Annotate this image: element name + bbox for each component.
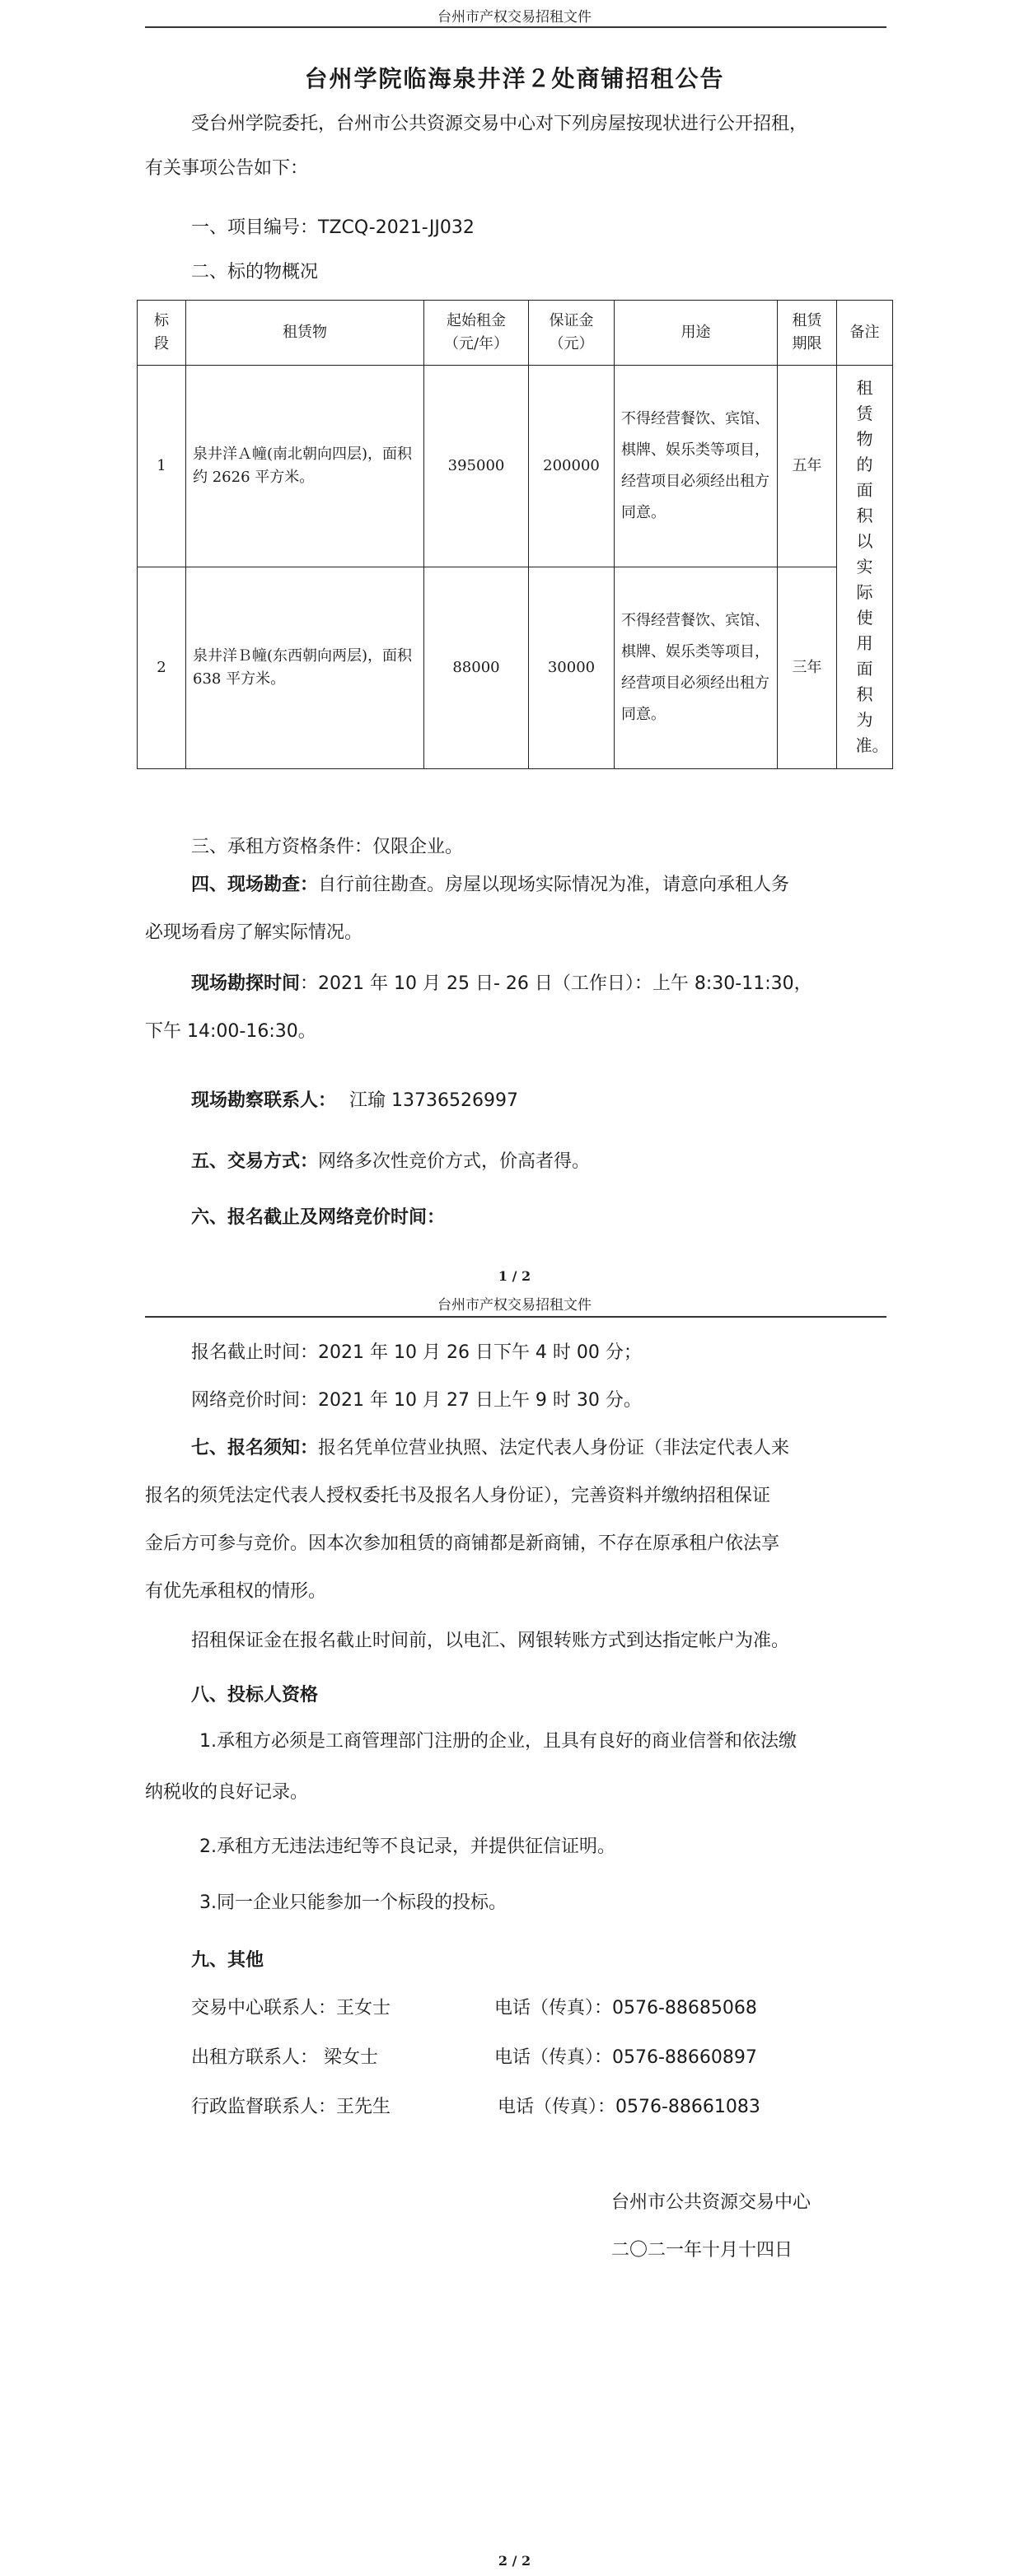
site-inspection-text: 自行前往勘查。房屋以现场实际情况为准，请意向承租人务: [318, 875, 790, 895]
cell-use: 不得经营餐饮、宾馆、棋牌、娱乐类等项目，经营项目必须经出租方同意。: [615, 366, 778, 567]
intro-line-2: 有关事项公告如下：: [145, 158, 309, 179]
contact-tel: 电话（传真）：0576-88661083: [498, 2097, 760, 2117]
cell-rent: 395000: [424, 366, 529, 567]
inspection-time-label: 现场勘探时间: [191, 973, 301, 994]
cell-use: 不得经营餐饮、宾馆、棋牌、娱乐类等项目，经营项目必须经出租方同意。: [615, 567, 778, 769]
inspection-contact-label: 现场勘察联系人：: [191, 1090, 337, 1111]
inspection-time: [191, 972, 812, 996]
section-other: 九、其他: [191, 1950, 264, 1971]
section-project-number: 一、项目编号：TZCQ-2021-JJ032: [191, 217, 475, 238]
cell-remark: 租赁物的面积以实际使用面积为准。: [837, 366, 893, 769]
col-header-item: 租赁物: [186, 301, 424, 366]
contact-who: 出租方联系人： 梁女士: [191, 2047, 378, 2068]
contact-who: 行政监督联系人：王先生: [191, 2097, 391, 2117]
col-header-rent: 起始租金（元/年）: [424, 301, 529, 366]
cell-item: 泉井洋Ｂ幢(东西朝向两层)，面积 638 平方米。: [186, 567, 424, 769]
registration-notes-3: 金后方可参与竞价。因本次参加租赁的商铺都是新商铺，不存在原承租户依法享: [145, 1533, 780, 1554]
signing-date: 二〇二一年十月十四日: [611, 2240, 793, 2261]
qualification-2: 2.承租方无违法违纪等不良记录，并提供征信证明。: [199, 1836, 615, 1857]
registration-notes-4: 有优先承租权的情形。: [145, 1581, 327, 1602]
trade-method-label: 五、交易方式：: [191, 1151, 319, 1172]
page-header: 台州市产权交易招租文件: [437, 1297, 592, 1314]
cell-term: 五年: [778, 366, 837, 567]
registration-deadline: 报名截止时间：2021 年 10 月 26 日下午 4 时 00 分；: [191, 1342, 642, 1363]
trade-method-text: 网络多次性竞价方式，价高者得。: [318, 1151, 591, 1172]
document-title: 台州学院临海泉井洋２处商铺招租公告: [304, 65, 725, 92]
intro-line-1: 受台州学院委托，台州市公共资源交易中心对下列房屋按现状进行公开招租，: [191, 114, 808, 134]
cell-item: 泉井洋Ａ幢(南北朝向四层)，面积约 2626 平方米。: [186, 366, 424, 567]
section-tenant-qualification: 三、承租方资格条件：仅限企业。: [191, 837, 464, 857]
col-header-lot: 标段: [138, 301, 186, 366]
inspection-contact: [191, 1089, 518, 1113]
header-rule: [145, 26, 886, 28]
registration-notes-label: 七、报名须知：: [191, 1438, 319, 1458]
col-header-remark: 备注: [837, 301, 893, 366]
qualification-1-cont: 纳税收的良好记录。: [145, 1782, 309, 1803]
cell-deposit: 200000: [529, 366, 615, 567]
signer: 台州市公共资源交易中心: [611, 2192, 812, 2213]
table-row: [138, 366, 893, 567]
section-subject-overview: 二、标的物概况: [191, 262, 319, 282]
table-row: [138, 567, 893, 769]
page-number: 1 / 2: [498, 1268, 531, 1284]
registration-notes-text: 报名凭单位营业执照、法定代表人身份证（非法定代表人来: [318, 1438, 790, 1458]
cell-term: 三年: [778, 567, 837, 769]
cell-lot: 1: [138, 366, 186, 567]
deposit-note: 招租保证金在报名截止时间前，以电汇、网银转账方式到达指定帐户为准。: [191, 1631, 790, 1651]
cell-rent: 88000: [424, 567, 529, 769]
section-deadline-heading: 六、报名截止及网络竞价时间：: [191, 1207, 446, 1228]
section-site-inspection: [191, 873, 789, 898]
contact-who: 交易中心联系人：王女士: [191, 1998, 391, 2018]
registration-notes-2: 报名的须凭法定代表人授权委托书及报名人身份证），完善资料并缴纳招租保证: [145, 1486, 771, 1506]
site-inspection-text-2: 必现场看房了解实际情况。: [145, 922, 363, 943]
col-header-use: 用途: [615, 301, 778, 366]
cell-lot: 2: [138, 567, 186, 769]
contact-tel: 电话（传真）：0576-88660897: [494, 2047, 757, 2068]
page-header: 台州市产权交易招租文件: [437, 9, 592, 26]
cell-deposit: 30000: [529, 567, 615, 769]
contact-tel: 电话（传真）：0576-88685068: [494, 1998, 757, 2018]
col-header-term: 租赁期限: [778, 301, 837, 366]
col-header-deposit: 保证金（元）: [529, 301, 615, 366]
site-inspection-label: 四、现场勘查：: [191, 875, 319, 895]
inspection-time-text: ：2021 年 10 月 25 日- 26 日（工作日）：上午 8:30-11:30，: [300, 973, 812, 994]
qualification-1: 1.承租方必须是工商管理部门注册的企业，且具有良好的商业信誉和依法缴: [199, 1731, 797, 1752]
page-number: 2 / 2: [498, 2553, 531, 2569]
inspection-time-2: 下午 14:00-16:30。: [145, 1021, 316, 1042]
section-bidder-qualification: 八、投标人资格: [191, 1685, 319, 1706]
header-rule: [145, 1316, 886, 1318]
inspection-contact-value: 江瑜 13736526997: [349, 1090, 518, 1111]
auction-time: 网络竞价时间：2021 年 10 月 27 日上午 9 时 30 分。: [191, 1390, 642, 1411]
subject-table: [137, 300, 893, 769]
section-trade-method: [191, 1150, 590, 1174]
qualification-3: 3.同一企业只能参加一个标段的投标。: [199, 1892, 507, 1913]
section-registration-notes: [191, 1436, 789, 1461]
